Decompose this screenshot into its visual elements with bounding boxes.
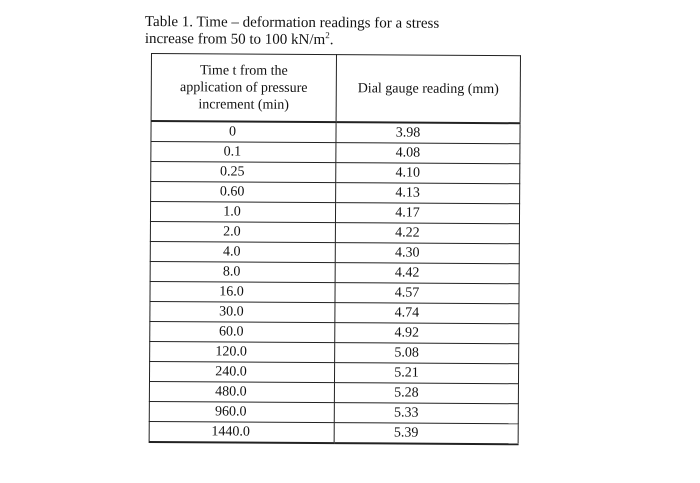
- table-caption: [145, 14, 525, 50]
- table-row: [149, 421, 518, 444]
- table-row: [151, 162, 520, 184]
- table-row: [151, 121, 520, 144]
- header-time: [151, 54, 336, 123]
- caption-line-2-end: .: [329, 32, 334, 49]
- table-row: [151, 142, 520, 164]
- table-row: [150, 241, 519, 263]
- cell-time: 240.0: [149, 361, 334, 382]
- table-row: [149, 381, 518, 403]
- cell-time: 480.0: [149, 381, 334, 402]
- table-header: [151, 54, 520, 124]
- cell-time: 4.0: [150, 241, 335, 262]
- cell-time: 0: [151, 121, 336, 143]
- header-row: [151, 54, 520, 124]
- table-row: [150, 301, 519, 323]
- cell-dial-reading: 4.13: [336, 183, 520, 204]
- cell-time: 0.1: [151, 142, 336, 163]
- table-row: [150, 202, 519, 224]
- table-row: [150, 341, 519, 363]
- table-row: [151, 182, 520, 204]
- header-time-line-1: Time t from the: [199, 62, 288, 79]
- cell-time: 1440.0: [149, 421, 334, 443]
- table-body: [149, 121, 520, 444]
- caption-superscript: 2: [325, 30, 330, 41]
- cell-dial-reading: 5.28: [334, 383, 518, 404]
- cell-dial-reading: 3.98: [336, 122, 520, 144]
- table-row: [150, 221, 519, 243]
- header-time-line-2: application of pressure: [179, 79, 308, 96]
- header-dial-line-1: Dial gauge reading (mm): [357, 80, 499, 97]
- table-row: [149, 361, 518, 383]
- cell-dial-reading: 4.22: [335, 223, 519, 244]
- time-deformation-table: [149, 53, 521, 445]
- header-time-line-3: increment (min): [198, 96, 290, 113]
- table-row: [149, 401, 518, 423]
- cell-time: 0.25: [151, 162, 336, 183]
- cell-dial-reading: 4.10: [336, 163, 520, 184]
- table-row: [150, 281, 519, 303]
- cell-dial-reading: 5.33: [334, 403, 518, 424]
- cell-time: 60.0: [150, 321, 335, 342]
- table-row: [150, 261, 519, 283]
- cell-time: 2.0: [150, 221, 335, 242]
- cell-dial-reading: 5.21: [334, 363, 518, 384]
- cell-dial-reading: 4.57: [335, 283, 519, 304]
- cell-time: 0.60: [151, 182, 336, 203]
- cell-time: 16.0: [150, 281, 335, 302]
- cell-time: 1.0: [150, 202, 335, 223]
- cell-dial-reading: 4.08: [336, 143, 520, 164]
- table-row: [150, 321, 519, 343]
- caption-line-2: [145, 31, 525, 50]
- cell-dial-reading: 4.30: [335, 243, 519, 264]
- data-table-container: [149, 53, 521, 445]
- cell-dial-reading: 4.17: [335, 203, 519, 224]
- cell-dial-reading: 5.08: [335, 343, 519, 364]
- cell-time: 960.0: [149, 401, 334, 422]
- cell-dial-reading: 5.39: [334, 423, 518, 445]
- cell-time: 8.0: [150, 261, 335, 282]
- cell-dial-reading: 4.92: [335, 323, 519, 344]
- cell-time: 120.0: [150, 341, 335, 362]
- cell-time: 30.0: [150, 301, 335, 322]
- header-dial-gauge: [336, 55, 520, 124]
- caption-line-2-text: increase from 50 to 100 kN/m: [144, 30, 326, 49]
- caption-line-1: Table 1. Time – deformation readings for a stress: [144, 14, 440, 32]
- cell-dial-reading: 4.74: [335, 303, 519, 324]
- cell-dial-reading: 4.42: [335, 263, 519, 284]
